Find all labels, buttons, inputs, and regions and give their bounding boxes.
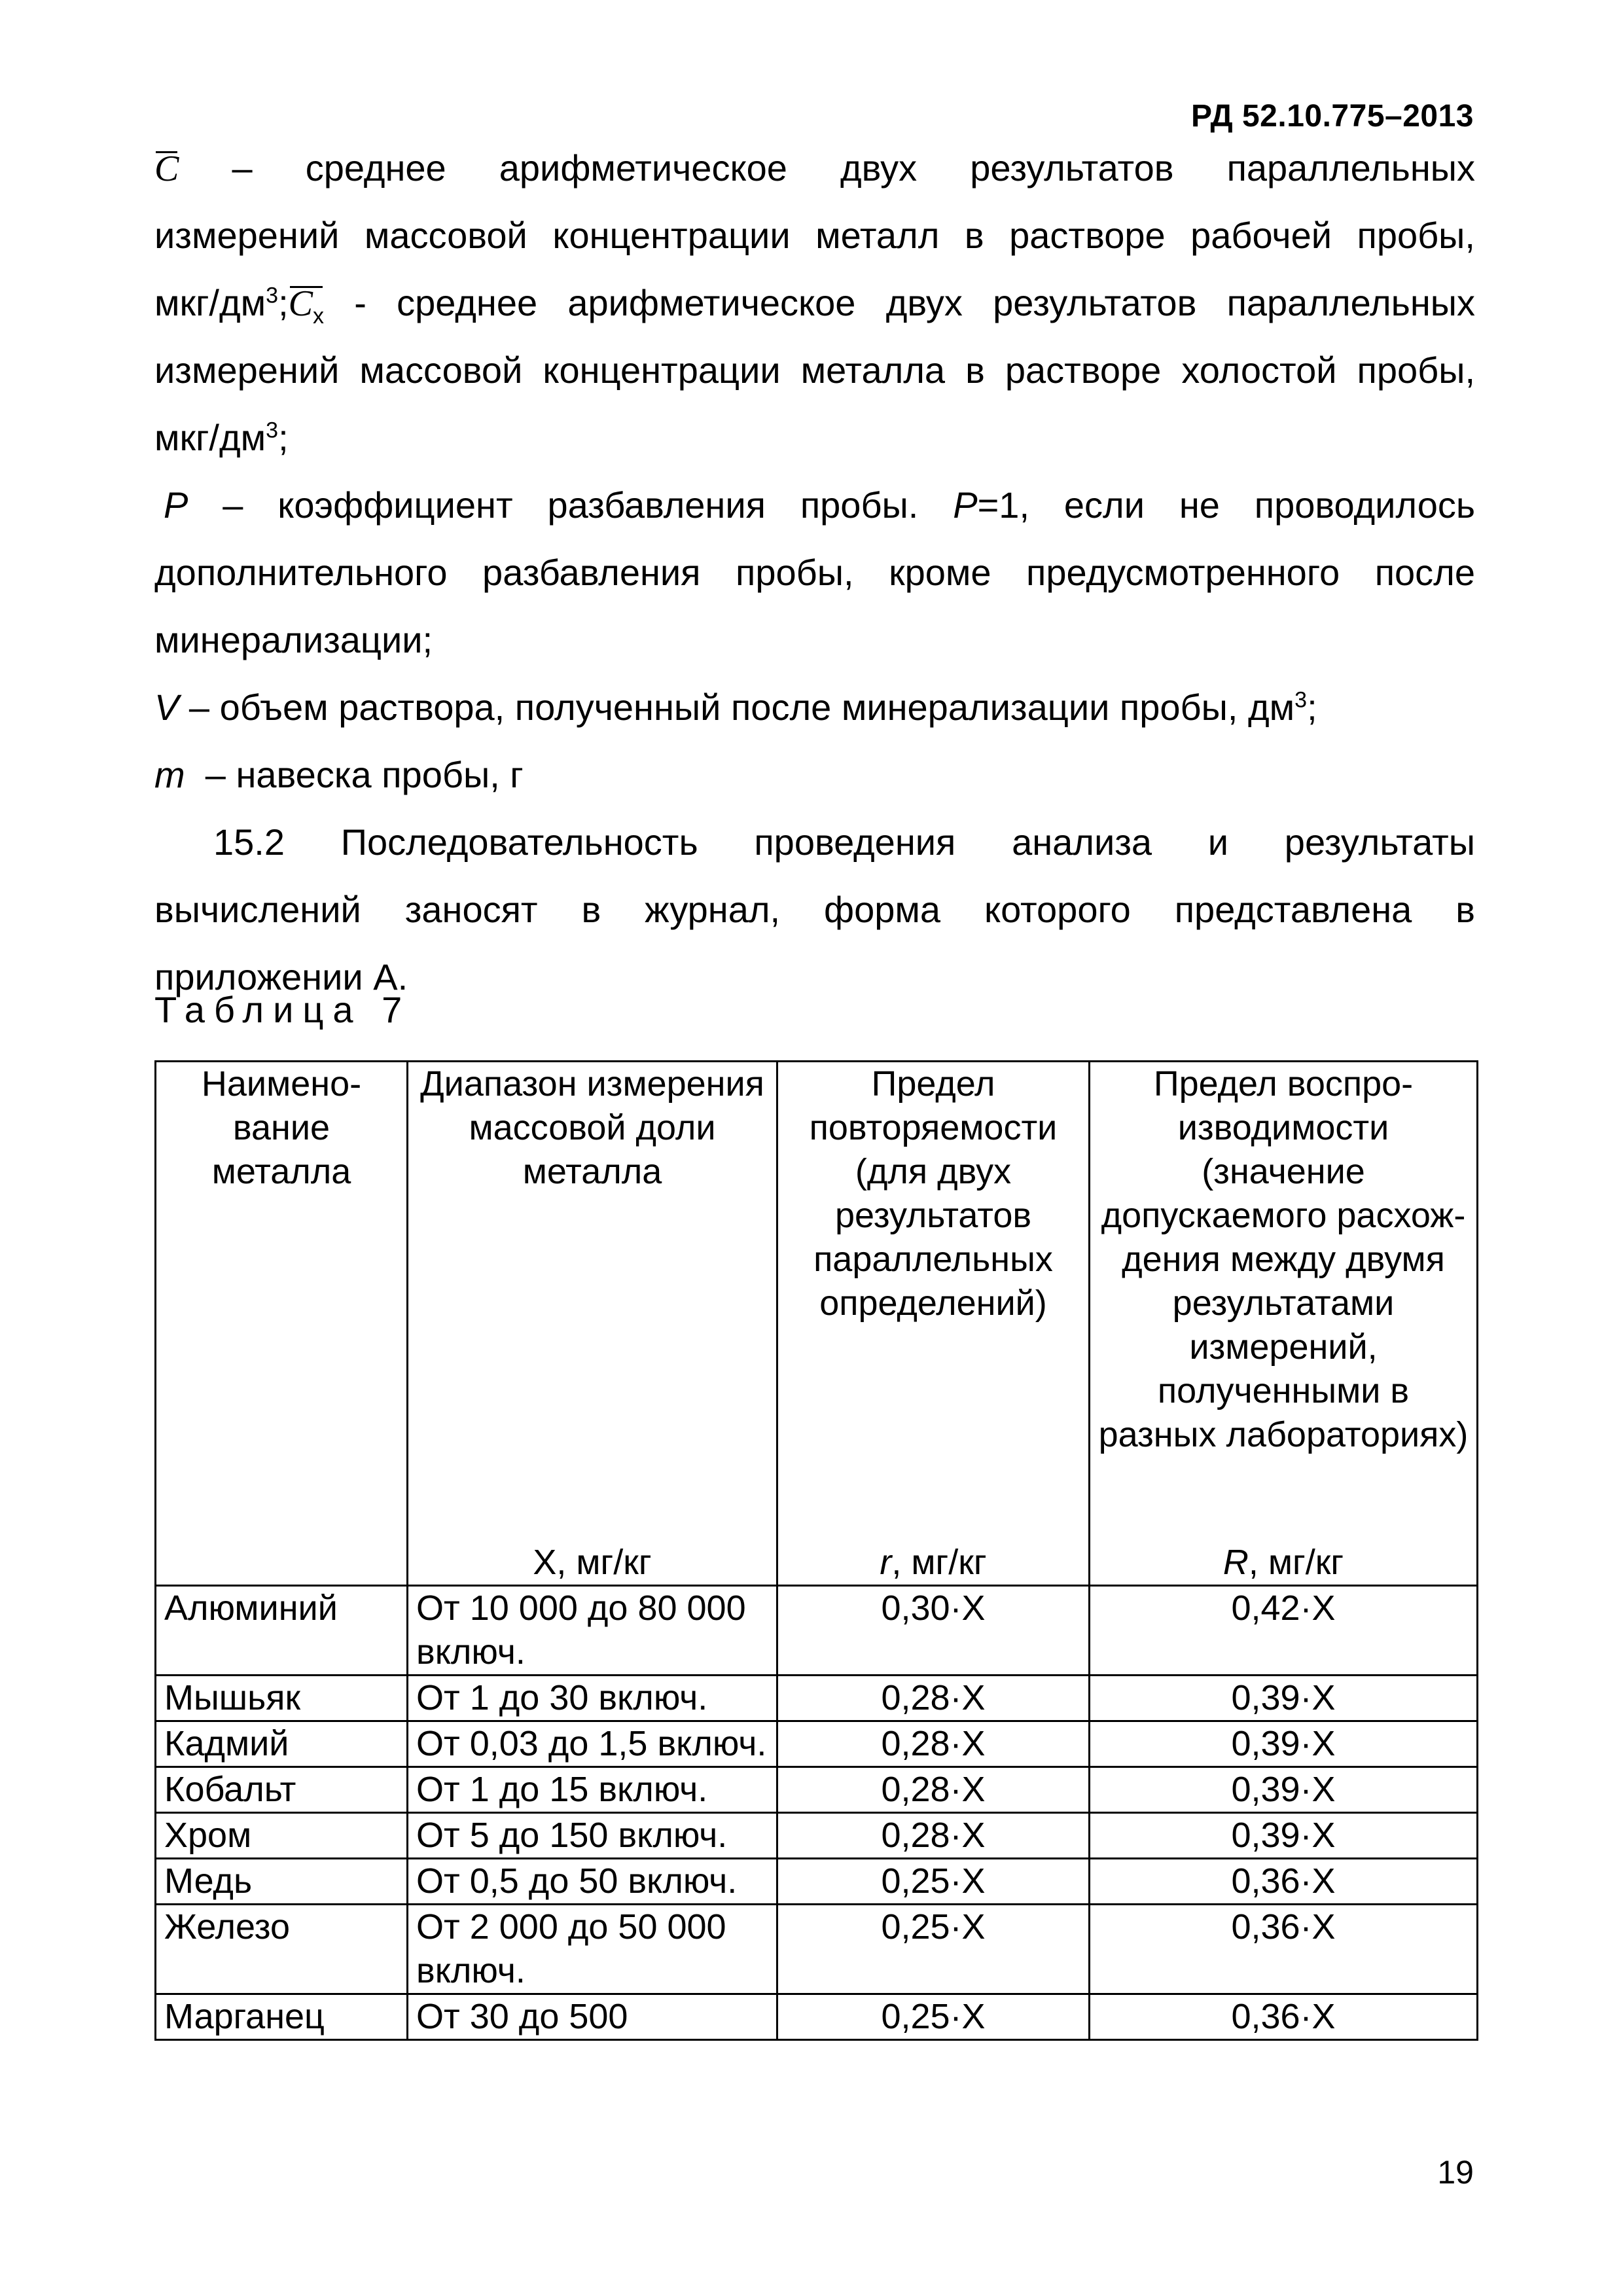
- metals-table: [154, 1060, 1478, 2041]
- cell-range: От 0,5 до 50 включ.: [408, 1859, 777, 1905]
- cell-metal-name: Кадмий: [156, 1721, 408, 1767]
- cell-reproducibility: 0,39·X: [1090, 1813, 1478, 1859]
- cell-reproducibility: 0,39·X: [1090, 1676, 1478, 1721]
- definition-c-line-2: измерений массовой концентрации металл в растворе рабочей пробы,: [154, 215, 1475, 256]
- table-row: [156, 1905, 1478, 1994]
- definition-p-line-1: P – коэффициент разбавления пробы. P=1, если не проводилось: [164, 484, 1476, 526]
- table-row: [156, 1767, 1478, 1813]
- table-row: [156, 1586, 1478, 1676]
- header-repeatability-unit: r, мг/кг: [880, 1543, 987, 1582]
- cell-repeatability: 0,28·X: [777, 1767, 1090, 1813]
- header-reproducibility-unit: R, мг/кг: [1222, 1543, 1344, 1582]
- cell-reproducibility: 0,36·X: [1090, 1905, 1478, 1994]
- definition-c-line-3: мкг/$дм^3$; $C_x$ - среднее арифметическое двух результатов параллельных: [154, 282, 1475, 329]
- cell-repeatability: 0,28·X: [777, 1813, 1090, 1859]
- page-number: 19: [1437, 2154, 1474, 2191]
- cell-reproducibility: 0,36·X: [1090, 1994, 1478, 2040]
- cell-metal-name: Медь: [156, 1859, 408, 1905]
- table-row: [156, 1676, 1478, 1721]
- section-15-2-line-3: приложении А.: [154, 956, 408, 997]
- cell-repeatability: 0,25·X: [777, 1994, 1090, 2040]
- section-15-2-line-1: 15.2 Последовательность проведения анализа и результаты: [213, 821, 1475, 863]
- definition-cx-line-4: измерений массовой концентрации металла в растворе холостой пробы,: [154, 350, 1475, 391]
- table-row: [156, 1721, 1478, 1767]
- table-row: [156, 1813, 1478, 1859]
- header-range: Диапазон измерения массовой доли металла X, мг/кг: [408, 1062, 777, 1586]
- cell-metal-name: Кобальт: [156, 1767, 408, 1813]
- cell-range: От 2 000 до 50 000 включ.: [408, 1905, 777, 1994]
- cell-repeatability: 0,25·X: [777, 1905, 1090, 1994]
- symbol-cx-mean: $C_x$: [288, 283, 325, 329]
- cell-repeatability: 0,28·X: [777, 1721, 1090, 1767]
- header-repeatability: Предел повторяемости (для двух результатов параллельных определений) r, мг/кг: [777, 1062, 1090, 1586]
- definitions-block: [154, 134, 1475, 1011]
- cell-reproducibility: 0,39·X: [1090, 1767, 1478, 1813]
- definition-m-line: m – навеска пробы, г: [154, 754, 524, 795]
- table-header-row: [156, 1062, 1478, 1586]
- cell-reproducibility: 0,42·X: [1090, 1586, 1478, 1676]
- cell-range: От 1 до 15 включ.: [408, 1767, 777, 1813]
- section-15-2-line-2: вычислений заносят в журнал, форма которого представлена в: [154, 889, 1475, 930]
- header-range-unit: X, мг/кг: [533, 1543, 652, 1582]
- cell-repeatability: 0,25·X: [777, 1859, 1090, 1905]
- cell-repeatability: 0,28·X: [777, 1676, 1090, 1721]
- cell-reproducibility: 0,39·X: [1090, 1721, 1478, 1767]
- symbol-c-mean: C: [154, 149, 179, 189]
- table-row: [156, 1859, 1478, 1905]
- cell-range: От 30 до 500: [408, 1994, 777, 2040]
- cell-metal-name: Хром: [156, 1813, 408, 1859]
- cell-range: От 0,03 до 1,5 включ.: [408, 1721, 777, 1767]
- definition-p-line-3: минерализации;: [154, 619, 433, 660]
- cell-metal-name: Железо: [156, 1905, 408, 1994]
- header-metal-name: Наимено- вание металла: [156, 1062, 408, 1586]
- definition-c-line-1: C – среднее арифметическое двух результатов параллельных: [154, 147, 1475, 189]
- cell-range: От 5 до 150 включ.: [408, 1813, 777, 1859]
- definition-p-line-2: дополнительного разбавления пробы, кроме предусмотренного после: [154, 552, 1475, 593]
- document-code: РД 52.10.775–2013: [1190, 99, 1474, 134]
- cell-reproducibility: 0,36·X: [1090, 1859, 1478, 1905]
- table-row: [156, 1994, 1478, 2040]
- cell-metal-name: Мышьяк: [156, 1676, 408, 1721]
- cell-repeatability: 0,30·X: [777, 1586, 1090, 1676]
- definition-cx-line-5: мкг/$дм^3$;: [154, 417, 289, 458]
- definition-v-line: V – объем раствора, полученный после минерализации пробы, $дм^3$;: [154, 687, 1317, 728]
- table-caption: Таблица 7: [154, 989, 412, 1030]
- cell-range: От 10 000 до 80 000 включ.: [408, 1586, 777, 1676]
- header-reproducibility: Предел воспро- изводимости (значение допускаемого расхож-дения между двумя результатами измерений, полученными в разных лабораториях) R, мг/кг: [1090, 1062, 1478, 1586]
- cell-metal-name: Алюминий: [156, 1586, 408, 1676]
- cell-metal-name: Марганец: [156, 1994, 408, 2040]
- cell-range: От 1 до 30 включ.: [408, 1676, 777, 1721]
